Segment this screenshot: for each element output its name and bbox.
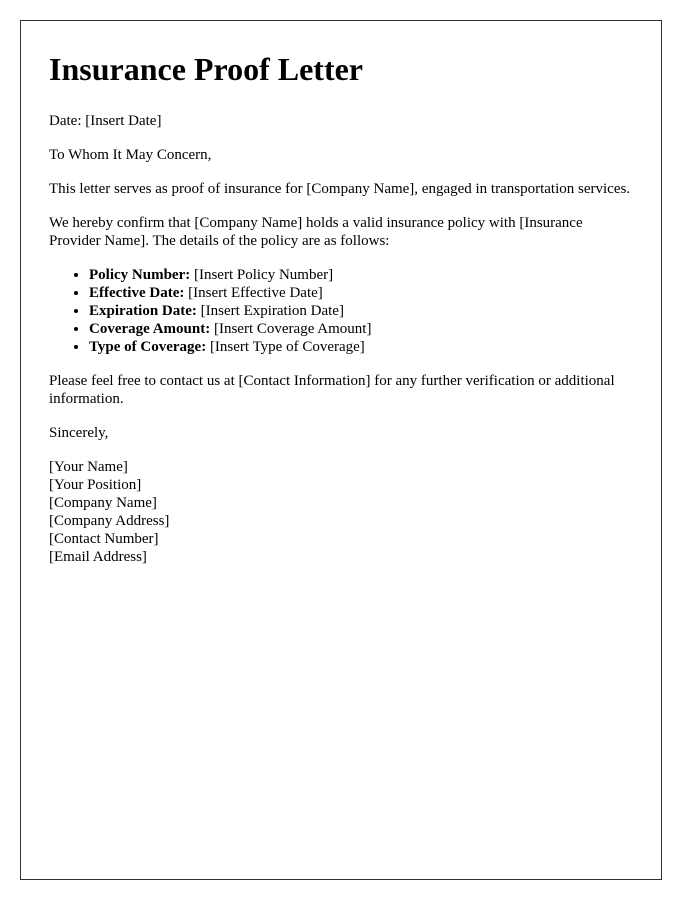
closing: Sincerely, [49,425,109,441]
effective-date-item [89,284,633,302]
detail-value: [Insert Coverage Amount] [213,321,372,337]
policy-details-list [49,266,633,356]
detail-value: [Insert Policy Number] [193,267,334,283]
detail-label: Policy Number: [89,267,191,283]
expiration-date-item [89,302,633,320]
signer-phone: [Contact Number] [49,531,159,547]
detail-value: [Insert Effective Date] [188,285,323,301]
detail-label: Coverage Amount: [89,321,211,337]
signer-address: [Company Address] [49,513,170,529]
detail-label: Type of Coverage: [89,339,207,355]
detail-label: Expiration Date: [89,303,197,319]
policy-number-item [89,266,633,284]
signature-block [49,458,633,566]
contact-paragraph: Please feel free to contact us at [Contact Information] for any further verification or additional information. [49,373,615,407]
salutation: To Whom It May Concern, [49,147,212,163]
letter-page [20,20,662,880]
intro-paragraph: This letter serves as proof of insurance for [Company Name], engaged in transportation services. [49,181,631,197]
confirmation-paragraph: We hereby confirm that [Company Name] holds a valid insurance policy with [Insurance Provider Name]. The details of the policy are as follows: [49,215,583,249]
coverage-amount-item [89,320,633,338]
detail-value: [Insert Expiration Date] [200,303,344,319]
signer-position: [Your Position] [49,477,142,493]
date-line: Date: [Insert Date] [49,113,162,129]
signer-company: [Company Name] [49,495,157,511]
signer-email: [Email Address] [49,549,147,565]
detail-value: [Insert Type of Coverage] [209,339,365,355]
detail-label: Effective Date: [89,285,185,301]
signer-name: [Your Name] [49,459,128,475]
letter-title: Insurance Proof Letter [49,51,363,87]
coverage-type-item [89,338,633,356]
